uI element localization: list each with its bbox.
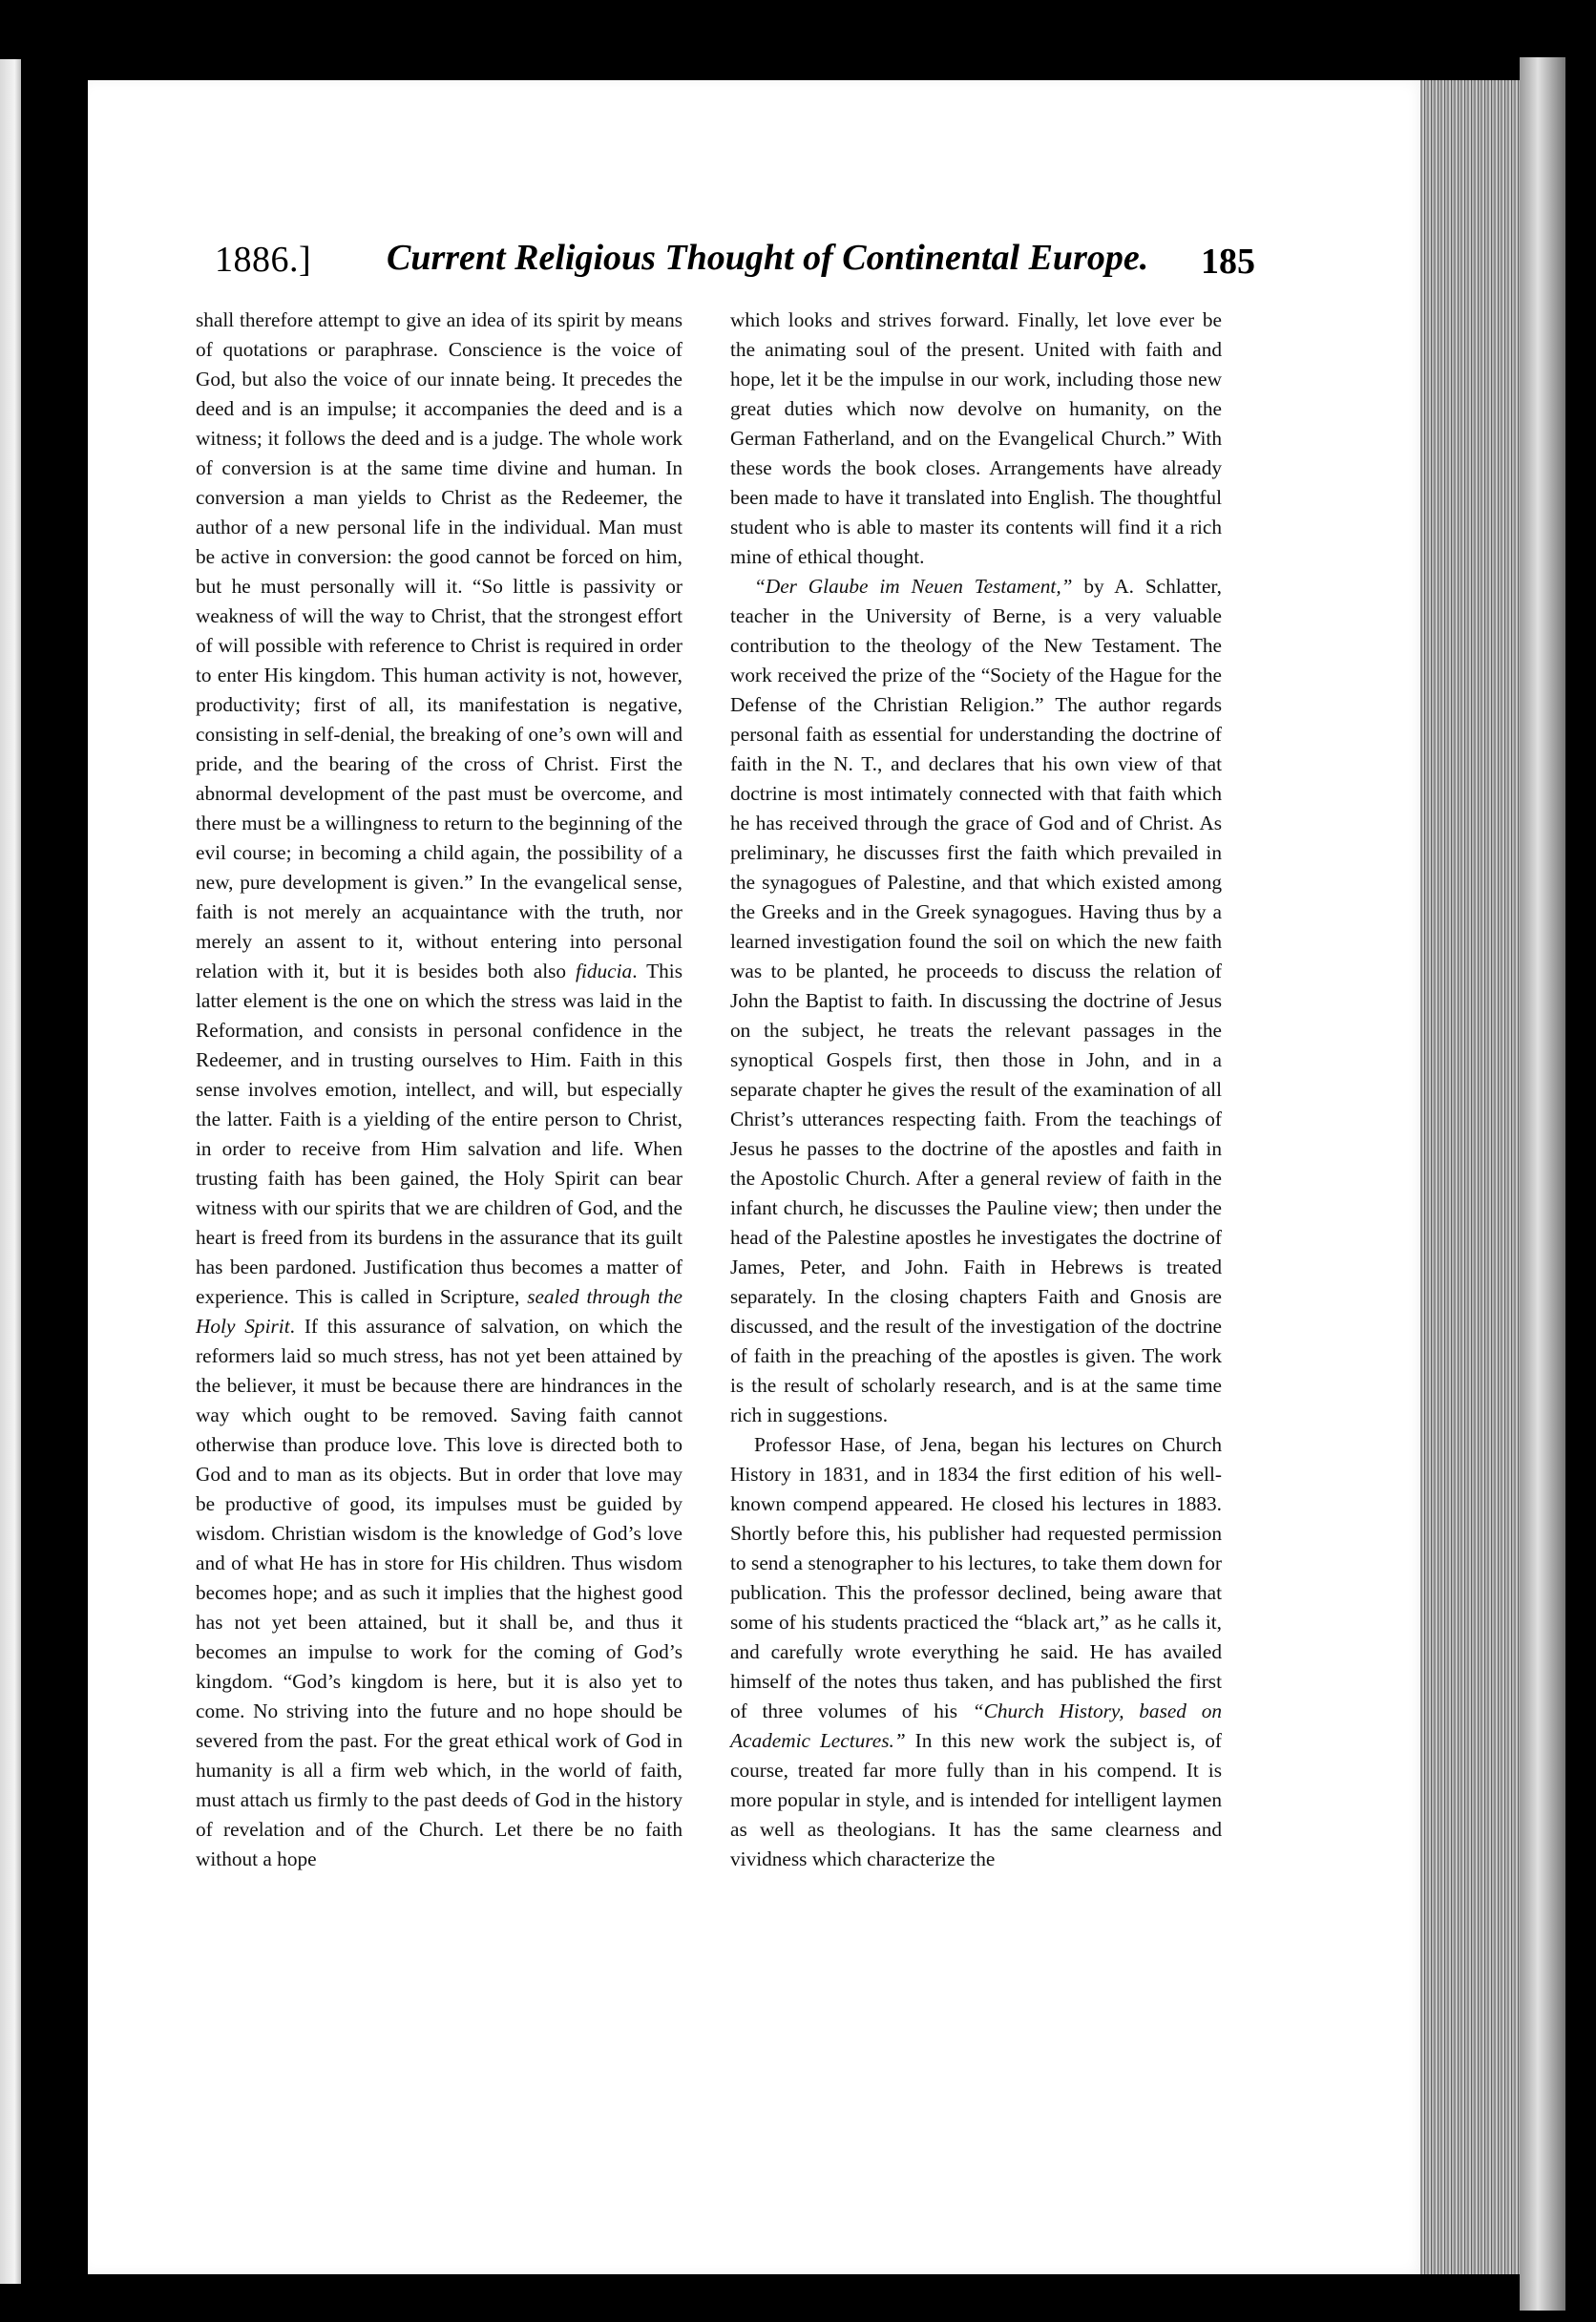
text-run: In this new work the subject is, of course, treated far more fully than in his compend. It is more popular in style, and is intended for intelligent laymen as well as theologians. It has the same clearness and vividness which characterize the	[730, 1729, 1223, 1870]
paragraph	[730, 572, 1222, 1430]
text-run: . If this assurance of salvation, on which the reformers laid so much stress, has not yet been attained by the believer, it must be because there are hindrances in the way which ought to be removed. Saving faith cannot otherwise than produce love. This love is directed both to God and to man as its objects. But in order that love may be productive of good, its impulses must be guided by wisdom. Christian wisdom is the knowledge of God’s love and of what He has in store for His children. Thus wisdom becomes hope; and as such it implies that the highest good has not yet been attained, but it shall be, and thus it becomes an impulse to work for the coming of God’s kingdom. “God’s kingdom is here, but it is also yet to come. No striving into the future and no hope should be severed from the past. For the great ethical work of God in humanity is all a firm web which, in the world of faith, must attach us firmly to the past deeds of God in the history of revelation and of the Church. Let there be no faith without a hope	[196, 1315, 683, 1870]
left-page-edge	[0, 59, 21, 2284]
paragraph	[196, 306, 682, 1874]
page-edges	[1420, 80, 1520, 2274]
running-header	[215, 239, 1255, 296]
header-year: 1886.]	[215, 240, 312, 280]
book-binding	[1520, 57, 1565, 2311]
page-number: 185	[1201, 242, 1255, 282]
text-run: by A. Schlatter, teacher in the University of Berne, is a very valuable contribution to the theology of the New Testament. The work received the prize of the “Society of the Hague for the Defense of the Christian Religion.” The author regards personal faith as essential for understanding the doctrine of faith in the N. T., and declares that his own view of that doctrine is most intimately connected with that faith which he has received through the grace of God and of Christ. As preliminary, he discusses first the faith which prevailed in the synagogues of Palestine, and that which existed among the Greeks and in the Greek synagogues. Having thus by a learned investigation found the soil on which the new faith was to be planted, he proceeds to discuss the relation of John the Baptist to faith. In discussing the doctrine of Jesus on the subject, he treats the relevant passages in the synoptical Gospels first, then those in John, and in a separate chapter he gives the result of the examination of all Christ’s utterances respecting faith. From the teachings of Jesus he passes to the doctrine of the apostles and faith in the Apostolic Church. After a general review of faith in the infant church, he discusses the Pauline view; then under the head of the Palestine apostles he investigates the doctrine of James, Peter, and John. Faith in Hebrews is treated separately. In the closing chapters Faith and Gnosis are discussed, and the result of the investigation of the doctrine of faith in the preaching of the apostles is given. The work is the result of scholarly research, and is at the same time rich in suggestions.	[730, 575, 1222, 1426]
text-run: . This latter element is the one on which the stress was laid in the Reformation, and consists in personal confidence in the Redeemer, and in trusting ourselves to Him. Faith in this sense involves emotion, intellect, and will, but especially the latter. Faith is a yielding of the entire person to Christ, in order to receive from Him salvation and life. When trusting faith has been gained, the Holy Spirit can bear witness with our spirits that we are children of God, and the heart is freed from its burdens in the assurance that its guilt has been pardoned. Justification thus becomes a matter of experience. This is called in Scripture,	[196, 960, 682, 1308]
text-run: shall therefore attempt to give an idea of its spirit by means of quotations or paraphrase. Conscience is the voice of God, but also the voice of our innate being. It precedes the deed and is an impulse; it accompanies the deed and is a witness; it follows the deed and is a judge. The whole work of conversion is at the same time divine and human. In conversion a man yields to Christ as the Redeemer, the author of a new personal life in the individual. Man must be active in conversion: the good cannot be forced on him, but he must personally will it. “So little is passivity or weakness of will the way to Christ, that the strongest effort of will possible with reference to Christ is required in order to enter His kingdom. This human activity is not, however, productivity; first of all, its manifestation is negative, consisting in self-denial, the breaking of one’s own will and pride, and the bearing of the cross of Christ. First the abnormal development of the past must be overcome, and there must be a willingness to return to the beginning of the evil course; in becoming a child again, the possibility of a new, pure development is given.” In the evangelical sense, faith is not merely an acquaintance with the truth, nor merely an assent to it, without entering into personal relation with it, but it is besides both also	[196, 308, 682, 982]
italic-term: fiducia	[576, 960, 633, 982]
left-column	[196, 306, 682, 1874]
paragraph: which looks and strives forward. Finally, let love ever be the animating soul of the present. United with faith and hope, let it be the impulse in our work, including those new great duties which now devolve on humanity, on the German Fatherland, and on the Evangelical Church.” With these words the book closes. Arrangements have already been made to have it translated into English. The thoughtful student who is able to master its contents will find it a rich mine of ethical thought.	[730, 308, 1222, 568]
header-title: Current Religious Thought of Continental Europe.	[387, 238, 1149, 278]
paragraph	[730, 1430, 1222, 1874]
text-run: Professor Hase, of Jena, began his lectures on Church History in 1831, and in 1834 the first edition of his well-known compend appeared. He closed his lectures in 1883. Shortly before this, his publisher had requested permission to send a stenographer to his lectures, to take them down for publication. This the professor declined, being aware that some of his students practiced the “black art,” as he calls it, and carefully wrote everything he said. He has availed himself of the notes thus taken, and has published the first of three volumes of his	[730, 1433, 1222, 1722]
italic-phrase: sealed through the Holy Spirit	[196, 1285, 682, 1338]
right-column	[730, 306, 1222, 1874]
book-title: “Der Glaube im Neuen Testament,”	[754, 575, 1073, 598]
book-title: “Church History, based on Academic Lectures.”	[730, 1699, 1222, 1752]
